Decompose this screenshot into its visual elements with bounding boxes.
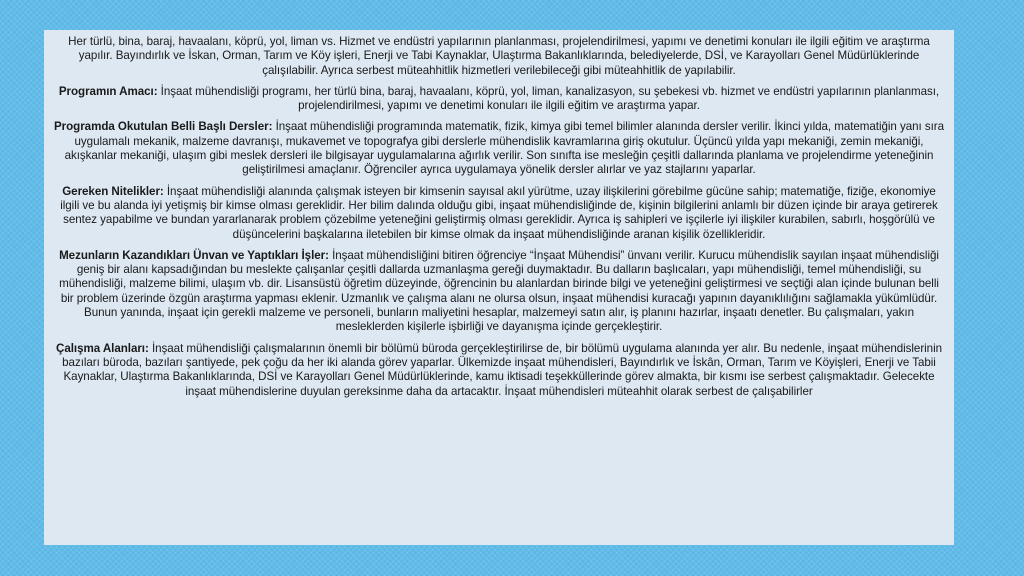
- section-text: İnşaat mühendisliği çalışmalarının önemli bir bölümü büroda gerçekleştirilirse de, bir bölümü uygulama alanında yer alır. Bu nedenle, inşaat mühendislerinin bazıları büroda, bazıları şantiyede, pek çoğu da her iki alanda görev yaparlar. Ülkemizde inşaat mühendisleri, Bayındırlık ve İskân, Orman, Tarım ve Köyişleri, Enerji ve Tabii Kaynaklar, Ulaştırma Bakanlıklarında, DSİ ve Karayolları Genel Müdürlüklerinde, kamu iktisadi teşekküllerinde görev almakta, bir kısmı ise serbest çalışmaktadır. Gelecekte inşaat mühendislerine duyulan gereksinme daha da artacaktır. İnşaat mühendisleri müteahhit olarak serbest de çalışabilirler: [62, 341, 942, 398]
- section-work-areas: [54, 342, 944, 399]
- section-label: Mezunların Kazandıkları Ünvan ve Yaptıkları İşler:: [59, 248, 329, 262]
- section-label: Programda Okutulan Belli Başlı Dersler:: [54, 120, 273, 134]
- section-text: İnşaat mühendisliği programı, her türlü bina, baraj, havaalanı, köprü, yol, liman, kanalizasyon, su şebekesi vb. hizmet ve endüstri yapılarının planlanması, projelendirilmesi, yapımı ve denetimi konuları ile ilgili eğitim ve araştırma yapar.: [157, 84, 940, 113]
- section-label: Programın Amacı:: [58, 84, 158, 98]
- section-graduate-titles-jobs: [54, 249, 944, 335]
- section-label: Gereken Nitelikler:: [62, 184, 164, 198]
- section-text: İnşaat mühendisliğini bitiren öğrenciye “İnşaat Mühendisi” ünvanı verilir. Kurucu mühendislik sayılan inşaat mühendisliği geniş bir alanı kapsadığından bu meslekte çalışanlar çeşitli dallarda uzmanlaşma gereği duymaktadır. Bu dalların başlıcaları, yapı mühendisliği, temel mühendisliği, su mühendisliği, malzeme bilimi, ulaşım vb. dir. Lisansüstü öğretim düzeyinde, öğrencinin bu alanlardan birinde bilgi ve yeteneğini geliştirmesi ve seçtiği alan içinde bulunan belli bir problem üzerinde özgün araştırma yapması eklenir. Uzmanlık ve çalışma alanı ne olursa olsun, inşaat mühendisi kuracağı yapının dayanıklılığını sağlamakla yükümlüdür. Bunun yanında, inşaat için gerekli malzeme ve personeli, bunların maliyetini hesaplar, malzemeyi satın alır, iş planını hazırlar, inşaatı denetler. Bu çalışmaları, yakın mesleklerden kişilerle işbirliği ve dayanışma içinde gerçekleştirir.: [59, 248, 939, 334]
- section-program-purpose: [54, 85, 944, 114]
- intro-paragraph: Her türlü, bina, baraj, havaalanı, köprü, yol, liman vs. Hizmet ve endüstri yapılarının planlanması, projelendirilmesi, yapımı ve denetimi konuları ile ilgili eğitim ve araştırma yapılır. Bayındırlık ve İskan, Orman, Tarım ve Köy işleri, Enerji ve Tabi Kaynaklar, Ulaştırma Bakanlıklarında, belediyelerde, DSİ, ve Karayolları Genel Müdürlüklerinde çalışılabilir. Ayrıca serbest müteahhitlik hizmetleri verilebileceği gibi müteahhitlik de yapılabilir.: [68, 35, 930, 77]
- section-courses: [54, 120, 944, 177]
- section-text: İnşaat mühendisliği alanında çalışmak isteyen bir kimsenin sayısal akıl yürütme, uzay ilişkilerini görebilme gücüne sahip; matematiğe, fiziğe, ekonomiye ilgili ve bu alanda iyi yetişmiş bir kimse olması gereklidir. Her bilim dalında olduğu gibi, inşaat mühendisliğinde de, kişinin bilgilerini anlamlı bir düzen içinde bir araya getirerek sentez yapabilme ve bundan yararlanarak problem çözebilme yeteneğini geliştirmiş olması gereklidir. Ayrıca iş sahipleri ve işçilerle iyi ilişkiler kurabilen, sabırlı, hoşgörülü ve düşüncelerini başkalarına iletebilen bir kimse olmak da inşaat mühendisliğinde aranan kişilik özellikleridir.: [60, 184, 938, 241]
- section-required-qualifications: [54, 185, 944, 242]
- section-label: Çalışma Alanları:: [56, 341, 149, 355]
- section-text: İnşaat mühendisliği programında matematik, fizik, kimya gibi temel bilimler alanında dersler verilir. İkinci yılda, matematiğin yanı sıra uygulamalı mekanik, malzeme davranışı, mukavemet ve topografya gibi derslerle mühendislik kavramlarına giriş okutulur. Üçüncü yılda yapı mekaniği, zemin mekaniği, akışkanlar mekaniği, ulaşım gibi meslek dersleri ile bilgisayar uygulamalarına ağırlık verilir. Son sınıfta ise mesleğin çeşitli dallarında planlama ve projelendirme yeteneğinin geliştirilmesi amaçlanır. Öğrenciler ayrıca uygulamaya yönelik dersler alırlar ve yaz stajlarını yaparlar.: [64, 120, 945, 177]
- content-panel: [44, 30, 954, 545]
